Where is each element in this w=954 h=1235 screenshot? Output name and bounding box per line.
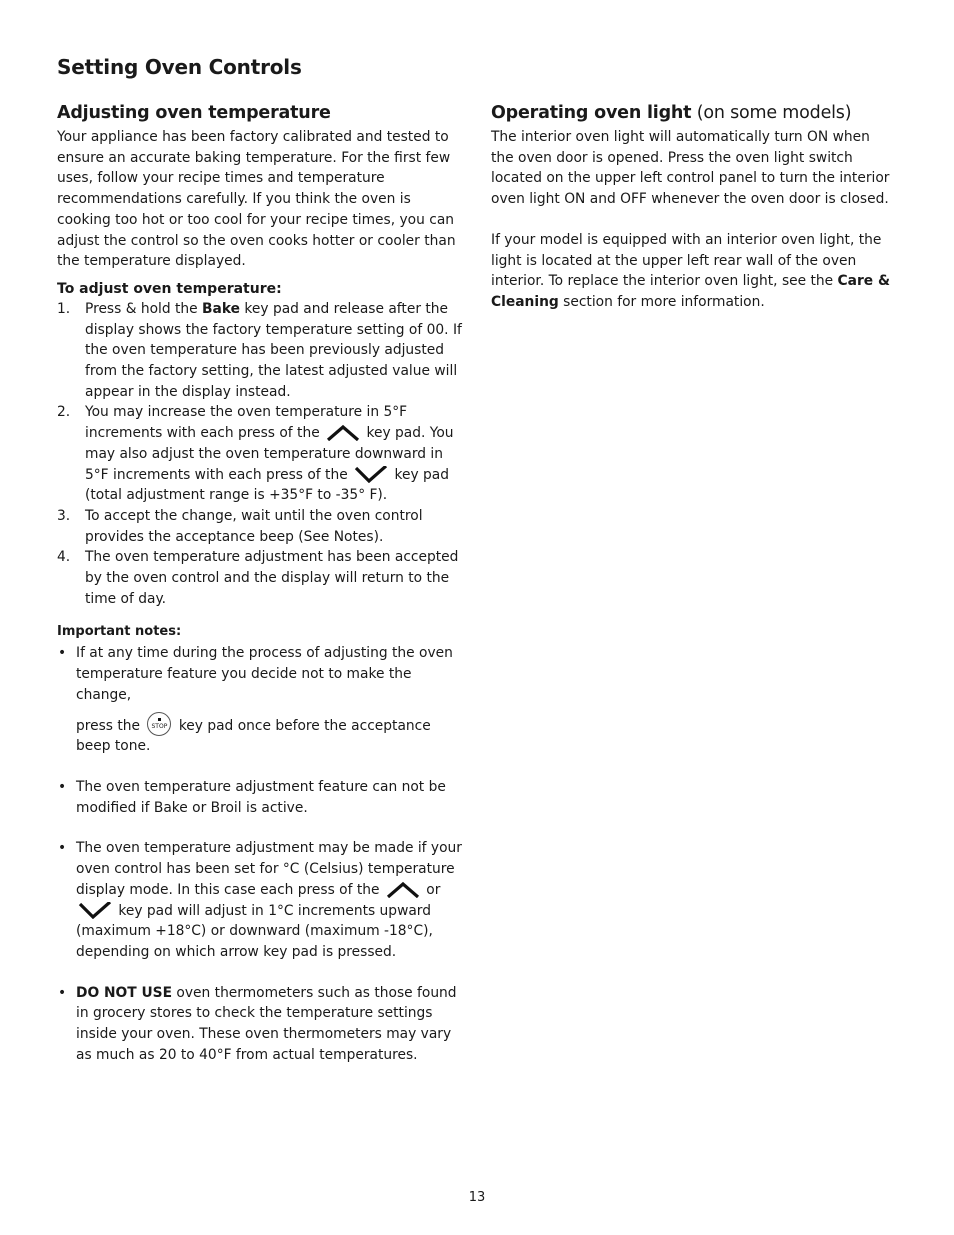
notes-list bbox=[57, 643, 467, 1065]
page-number: 13 bbox=[468, 1190, 486, 1205]
list-item: • The oven temperature adjustment feature can not be modified if Bake or Broil is active. bbox=[58, 778, 446, 816]
bake-key-label: Bake bbox=[202, 300, 241, 317]
list-item: • If at any time during the process of adjusting the oven temperature feature you decide not to make the change, press the STOP key pad once before the acceptance beep tone. bbox=[58, 645, 453, 755]
right-column bbox=[491, 103, 896, 313]
intro-paragraph: Your appliance has been factory calibrated and tested to ensure an accurate baking temperature. For the first few uses, follow your recipe times and temperature recommendations carefully. If you think the oven is cooking too hot or too cool for your recipe times, you can adjust the control so the oven cooks hotter or cooler than the temperature displayed. bbox=[57, 129, 456, 270]
section-heading-oven-light: Operating oven light (on some models) bbox=[491, 103, 852, 123]
page-title: Setting Oven Controls bbox=[57, 55, 302, 79]
bullet-icon: • bbox=[58, 984, 67, 1001]
list-item: 3. To accept the change, wait until the oven control provides the acceptance beep (See Notes). bbox=[57, 507, 423, 545]
list-item: 2. You may increase the oven temperature in 5°F increments with each press of the key pad. You may also adjust the oven temperature downward in 5°F increments with each press of the key pad (total adjustment range is +35°F to -35° F). bbox=[57, 404, 454, 504]
list-item: 4. The oven temperature adjustment has been accepted by the oven control and the display will return to the time of day. bbox=[57, 549, 459, 607]
up-arrow-icon bbox=[326, 424, 360, 441]
section-heading-oven-temperature: Adjusting oven temperature bbox=[57, 103, 331, 123]
bullet-icon: • bbox=[58, 645, 67, 662]
bullet-icon: • bbox=[58, 778, 67, 795]
subheading-important-notes: Important notes: bbox=[57, 624, 182, 640]
oven-light-location-paragraph: If your model is equipped with an interior oven light, the light is located at the upper left rear wall of the oven interior. To replace the interior oven light, see the Care & Cleaning section for more information. bbox=[491, 231, 890, 310]
warning-label: DO NOT USE bbox=[76, 984, 173, 1001]
stop-key-icon: STOP bbox=[147, 712, 171, 736]
list-item: • The oven temperature adjustment may be made if your oven control has been set for °C (Celsius) temperature display mode. In this case each press of the or key pad will adjust in 1°C increments upward (maximum +18°C) or downward (maximum -18°C), depending on which arrow key pad is pressed. bbox=[58, 840, 462, 960]
oven-light-paragraph: The interior oven light will automatically turn ON when the oven door is opened. Press the oven light switch located on the upper left control panel to turn the interior oven light ON and OFF whenever the oven door is closed. bbox=[491, 129, 890, 208]
care-cleaning-reference: Care & Cleaning bbox=[491, 273, 890, 310]
subheading-adjust-temperature: To adjust oven temperature: bbox=[57, 280, 282, 297]
left-column bbox=[57, 103, 467, 1085]
list-item: 1. Press & hold the Bake key pad and release after the display shows the factory temperature setting of 00. If the oven temperature has been previously adjusted from the factory setting, the latest adjusted value will appear in the display instead. bbox=[57, 300, 462, 400]
up-arrow-icon bbox=[386, 881, 420, 898]
bullet-icon: • bbox=[58, 840, 67, 857]
down-arrow-icon bbox=[354, 466, 388, 483]
steps-list bbox=[57, 299, 467, 610]
list-item: • DO NOT USE oven thermometers such as those found in grocery stores to check the temperature settings inside your oven. These oven thermometers may vary as much as 20 to 40°F from actual temperatures. bbox=[58, 984, 457, 1063]
down-arrow-icon bbox=[78, 902, 112, 919]
